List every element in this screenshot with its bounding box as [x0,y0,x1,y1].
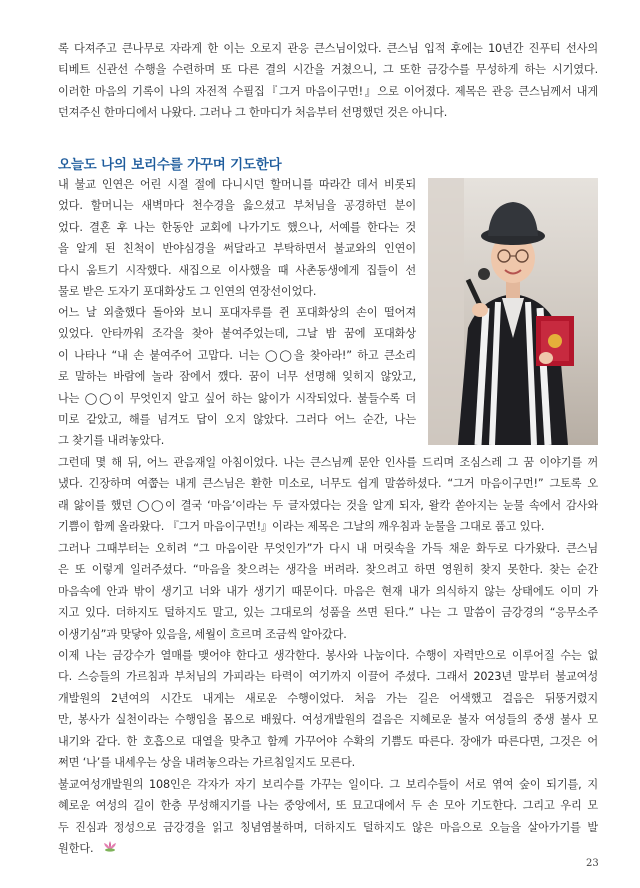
text-line: 이러한 마음의 기록이 나의 자전적 수필집『그거 마음이구먼!』으로 이어졌다. 제목은 관응 큰스님께서 내게 [58,84,598,98]
text-line: 그런데 몇 해 뒤, 어느 관음재일 아침이었다. 나는 큰스님께 문안 인사를 드리며 조심스레 그 꿈 이야기를 꺼 [58,456,598,469]
paragraph-6 [58,774,598,860]
text-line: 물로 받은 도자기 포대화상도 그 인연의 연장선이었다. [58,284,317,298]
text-line: 그러나 그때부터는 오히려 “그 마음이란 무엇인가”가 다시 내 머릿속을 가득 채운 화두로 다가왔다. 큰스님 [58,542,598,555]
text-line: 원한다. [58,842,94,856]
paragraph-4 [58,538,598,645]
woman-with-microphone-photo [428,178,598,445]
paragraph-3 [58,452,598,538]
text-line: 은 또 이렇게 일러주셨다. “마음을 찾으려는 생각을 버려라. 찾으려고 하면 영원히 찾지 못한다. 찾는 순간 [58,563,598,577]
text-line: 쩌면 ‘나’를 내세우는 상을 내려놓으라는 가르침일지도 모른다. [58,755,356,769]
page-number: 23 [586,858,599,869]
text-line: 었다. 결혼 후 나는 한동안 교회에 나가기도 했으나, 서예를 한다는 것 [58,220,416,234]
text-line: 내 불교 인연은 어린 시절 절에 다니시던 할머니를 따라간 데서 비롯되 [58,178,416,191]
text-line: 개발원의 2년여의 시간도 내게는 새로운 수행이었다. 처음 가는 길은 어색했고 걸음은 뒤뚱거렸지 [58,691,598,705]
text-line: 마음속에 안과 밖이 생기고 너와 내가 생기기 때문이다. 마음은 현재 내가 의식하지 않는 상태에도 이미 가 [58,584,598,598]
section-heading: 오늘도 나의 보리수를 가꾸며 기도한다 [58,157,282,173]
text-line: 이 나타나 “내 손 붙여주어 고맙다. 너는 ◯◯을 찾아라!” 하고 큰소리 [58,348,416,362]
text-line: 그 찾기를 내려놓았다. [58,434,165,448]
text-line: 로 말하는 바람에 놀라 잠에서 깼다. 꿈이 너무 선명해 잊히지 않았고, [58,370,416,384]
text-line: 만, 봉사가 실천이라는 수행임을 몸으로 배웠다. 여성개발원의 걸음은 지혜로운 불자 여성들의 중생 불사 모 [58,713,598,727]
text-line: 었다. 할머니는 새벽마다 천수경을 읊으셨고 부처님을 공경하던 분이 [58,199,416,213]
text-line: 티베트 신관선 수행을 수련하며 또 다른 결의 시간을 거쳤으니, 그 또한 금강수를 무성하게 하는 시기였다. [58,63,598,77]
text-line: 다시 움트기 시작했다. 새집으로 이사했을 때 사촌동생에게 집들이 선 [58,263,416,277]
text-line: 나는 ◯◯이 무엇인지 알고 싶어 하는 앓이가 시작되었다. 불들수록 더 [58,391,416,405]
text-line: 록 다져주고 큰나무로 자라게 한 이는 오로지 관응 큰스님이었다. 큰스님 입적 후에는 10년간 진푸티 선사의 [58,42,598,55]
intro-paragraph [58,38,598,124]
text-line: 을 알게 된 친척이 반야심경을 써달라고 부탁하면서 불교와의 인연이 [58,242,416,256]
text-line: 던져주신 한마디에서 나왔다. 그러나 그 한마디가 처음부터 선명했던 것은 아니다. [58,106,448,120]
text-line: 있었다. 안타까워 조각을 찾아 붙여주었는데, 그날 밤 꿈에 포대화상 [58,327,416,341]
text-line: 기쁨이 함께 올라왔다. 『그거 마음이구먼!』이라는 제목은 그날의 깨우침과 눈물을 그대로 품고 있다. [58,520,545,534]
text-line: 이제 나는 금강수가 열매를 맺어야 한다고 생각한다. 봉사와 나눔이다. 수행이 자력만으로 이루어질 수는 없 [58,649,598,662]
lotus-icon [103,838,117,859]
text-line: 내기와 같다. 한 호흡으로 대열을 맞추고 함께 가꾸어야 수확의 기쁨도 따른다. 장애가 따른다면, 그것은 어 [58,734,598,748]
text-line: 어느 날 외출했다 돌아와 보니 포대자루를 쥔 포대화상의 손이 떨어져 [58,306,416,319]
paragraph-5 [58,645,598,773]
text-line: 다. 스승들의 가르침과 부처님의 가피라는 타력이 여기까지 이끌어 주셨다. 그래서 2023년 말부터 불교여성 [58,670,598,684]
text-line: 래 앓이를 했던 ◯◯이 결국 ‘마음’이라는 두 글자였다는 것을 알게 되자, 왈칵 쏟아지는 눈물 속에서 감사와 [58,498,598,512]
text-line: 이생기심”과 맞닿아 있음을, 세월이 흐르며 조금씩 알아갔다. [58,627,347,641]
text-line-with-mark [58,838,598,859]
text-line: 지고 있다. 더하지도 덜하지도 말고, 있는 그대로의 성품을 쓰면 된다.” 나는 그 말씀이 금강경의 “응무소주 [58,606,598,620]
text-line: 두 진심과 정성으로 금강경을 읽고 칭념염불하며, 더하지도 덜하지도 않은 마음으로 오늘을 살아가기를 발 [58,820,598,834]
text-line: 냈다. 긴장하며 여쭙는 내게 큰스님은 환한 미소로, 너무도 쉽게 말씀하셨다. “그거 마음이구먼!” 그토록 오 [58,477,598,491]
paragraph-2 [58,302,416,452]
paragraph-1 [58,174,416,302]
photo-illustration [428,178,598,445]
text-line: 혜로운 여성의 길이 한층 무성해지기를 나는 중앙에서, 또 묘고대에서 두 손 모아 기도한다. 그리고 우리 모 [58,799,598,813]
text-line: 미로 같았고, 해를 넘겨도 답이 오지 않았다. 그러다 어느 순간, 나는 [58,412,416,426]
text-line: 불교여성개발원의 108인은 각자가 자기 보리수를 가꾸는 일이다. 그 보리수들이 서로 엮여 숲이 되기를, 지 [58,778,598,791]
